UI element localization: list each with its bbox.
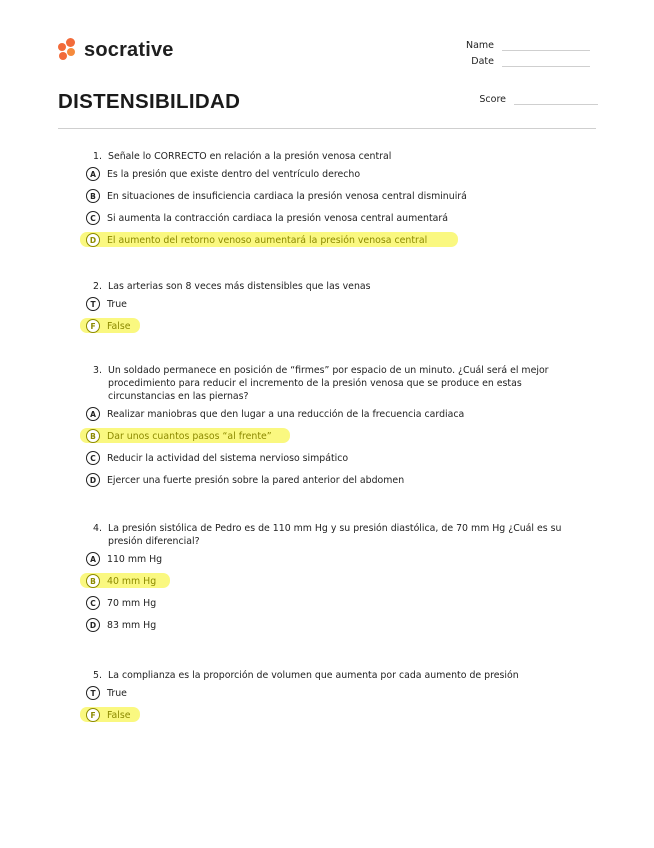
choice-d[interactable] [86,469,586,491]
choice-text: False [107,320,131,332]
question-prompt [86,669,586,682]
choice-d[interactable] [86,614,586,636]
question-text: Señale lo CORRECTO en relación a la presión venosa central [108,151,392,162]
choice-bubble[interactable]: F [86,319,100,333]
choice-text: Ejercer una fuerte presión sobre la pared anterior del abdomen [107,474,405,486]
choice-a[interactable] [86,163,586,185]
choice-bubble[interactable]: B [86,574,100,588]
choice-c[interactable] [86,447,586,469]
choice-bubble[interactable]: B [86,429,100,443]
question-text: Un soldado permanece en posición de “firmes” por espacio de un minuto. ¿Cuál será el mejor procedimiento para reducir el incremento de la presión venosa que se produce en estas circunstancias en las piernas? [108,365,549,402]
question-4 [86,522,586,636]
choice-text: True [107,687,127,699]
choice-text: Si aumenta la contracción cardiaca la presión venosa central aumentará [107,212,448,224]
choice-text: Reducir la actividad del sistema nervioso simpático [107,452,349,464]
choice-bubble[interactable]: F [86,708,100,722]
header-divider [58,128,596,129]
choice-text: 83 mm Hg [107,619,157,631]
date-line[interactable] [502,57,590,67]
page-title: DISTENSIBILIDAD [58,90,241,113]
score-label: Score [479,94,506,105]
name-field[interactable] [444,40,590,51]
question-prompt [86,280,586,293]
choice-true[interactable] [86,293,586,315]
date-field[interactable] [444,56,590,67]
choice-true[interactable] [86,682,586,704]
date-label: Date [471,56,494,67]
choice-false-correct[interactable] [86,315,586,337]
choice-a[interactable] [86,548,586,570]
choice-d-correct[interactable] [86,229,586,251]
question-text: Las arterias son 8 veces más distensibles que las venas [108,281,371,292]
question-number: 4. [93,523,102,534]
name-label: Name [465,40,494,51]
choice-text: 110 mm Hg [107,553,163,565]
choice-bubble[interactable]: C [86,596,100,610]
choice-bubble[interactable]: D [86,618,100,632]
choice-text: El aumento del retorno venoso aumentará la presión venosa central [107,234,428,246]
choice-bubble[interactable]: C [86,451,100,465]
choice-bubble[interactable]: C [86,211,100,225]
choice-b-correct[interactable] [86,570,586,592]
choice-c[interactable] [86,207,586,229]
score-line[interactable] [514,95,598,105]
name-line[interactable] [502,41,590,51]
choice-text: Dar unos cuantos pasos “al frente” [107,430,272,442]
question-3 [86,364,586,491]
question-number: 3. [93,365,102,376]
choice-text: False [107,709,131,721]
choice-a[interactable] [86,403,586,425]
choice-bubble[interactable]: A [86,552,100,566]
choice-bubble[interactable]: B [86,189,100,203]
choice-text: 70 mm Hg [107,597,157,609]
choice-bubble[interactable]: A [86,167,100,181]
question-text: La presión sistólica de Pedro es de 110 mm Hg y su presión diastólica, de 70 mm Hg ¿Cuál es su presión diferencial? [108,523,562,547]
choice-bubble[interactable]: T [86,297,100,311]
socrative-logo [58,38,174,62]
choice-b[interactable] [86,185,586,207]
choice-text: 40 mm Hg [107,575,157,587]
choice-text: True [107,298,127,310]
question-number: 2. [93,281,102,292]
question-2 [86,280,586,337]
choice-b-correct[interactable] [86,425,586,447]
choice-text: En situaciones de insuficiencia cardiaca la presión venosa central disminuirá [107,190,467,202]
choice-text: Es la presión que existe dentro del ventrículo derecho [107,168,361,180]
logo-text: socrative [84,38,174,61]
question-5 [86,669,586,726]
choice-bubble[interactable]: D [86,233,100,247]
question-1 [86,150,586,251]
question-prompt [86,150,586,163]
score-field[interactable] [456,94,598,105]
choice-bubble[interactable]: T [86,686,100,700]
choice-false-correct[interactable] [86,704,586,726]
choice-text: Realizar maniobras que den lugar a una reducción de la frecuencia cardiaca [107,408,465,420]
question-number: 5. [93,670,102,681]
choice-bubble[interactable]: A [86,407,100,421]
question-prompt [86,522,586,548]
choice-c[interactable] [86,592,586,614]
question-text: La complianza es la proporción de volumen que aumenta por cada aumento de presión [108,670,519,681]
choice-bubble[interactable]: D [86,473,100,487]
socrative-logo-icon [58,38,78,62]
question-number: 1. [93,151,102,162]
question-prompt [86,364,586,403]
